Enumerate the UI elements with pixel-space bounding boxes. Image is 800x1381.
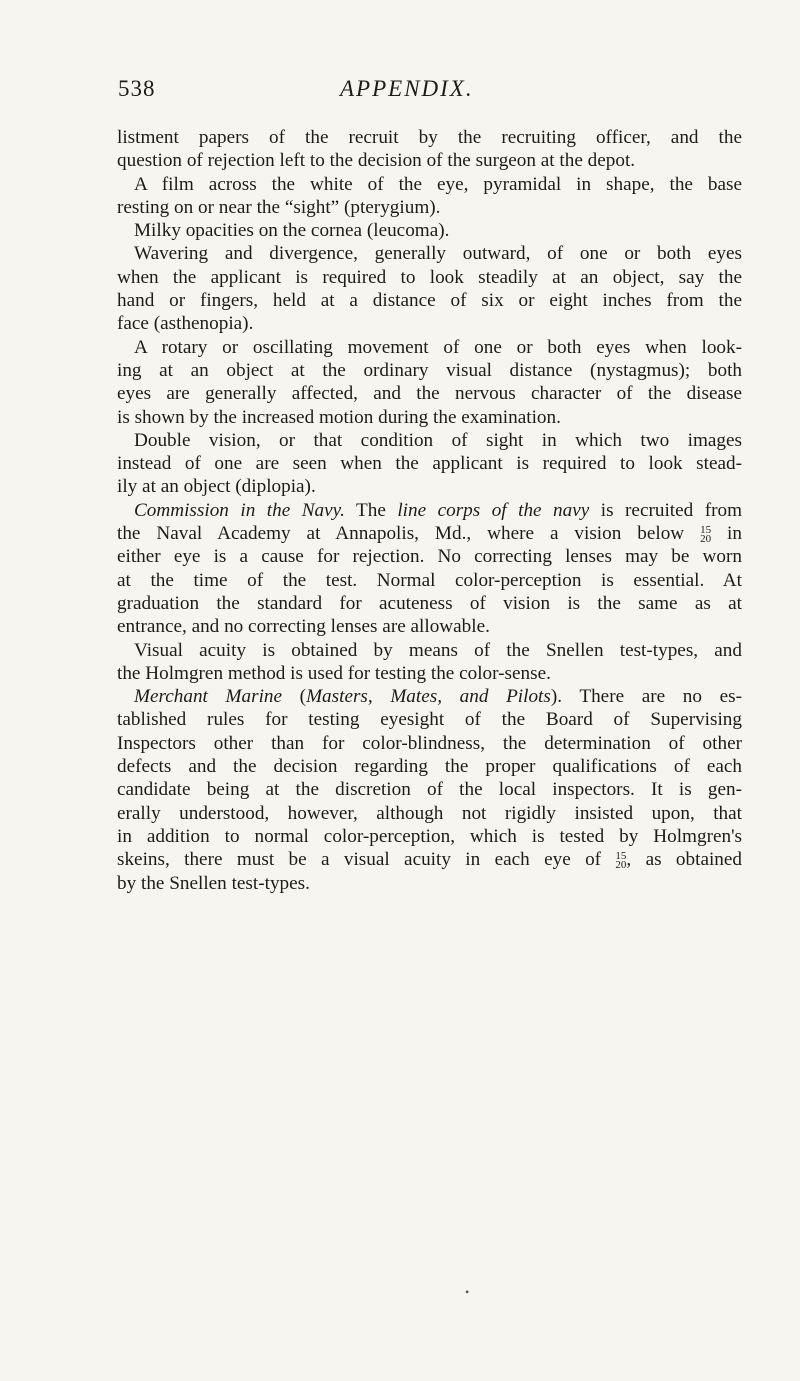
- text-line: Wavering and divergence, generally outward, of one or both eyes: [134, 243, 742, 265]
- page-number: 538: [118, 76, 156, 101]
- print-mark: •: [465, 1285, 470, 1299]
- text-line: Visual acuity is obtained by means of the Snellen test-types, and: [134, 639, 742, 661]
- text-line: graduation the standard for acuteness of vision is the same as at: [117, 592, 742, 614]
- text-line: entrance, and no correcting lenses are allowable.: [117, 616, 490, 638]
- text-line: erally understood, however, although not rigidly insisted upon, that: [117, 802, 742, 824]
- text-line: at the time of the test. Normal color-perception is essential. At: [117, 569, 742, 591]
- text-line: Merchant Marine (Masters, Mates, and Pilots). There are no es-: [134, 686, 743, 708]
- text-line: Double vision, or that condition of sight in which two images: [134, 429, 742, 451]
- body-text: [117, 126, 742, 895]
- text-line: hand or fingers, held at a distance of six or eight inches from the: [117, 290, 742, 312]
- text-line: Commission in the Navy. The line corps of the navy is recruited from: [134, 499, 742, 521]
- text-line: A film across the white of the eye, pyramidal in shape, the base: [134, 173, 742, 195]
- text-line: by the Snellen test-types.: [117, 872, 310, 894]
- running-head: APPENDIX.: [340, 76, 474, 101]
- text-line: candidate being at the discretion of the local inspectors. It is gen-: [117, 779, 742, 801]
- text-line: question of rejection left to the decision of the surgeon at the depot.: [117, 150, 636, 172]
- text-line: either eye is a cause for rejection. No correcting lenses may be worn: [117, 546, 742, 568]
- text-line: is shown by the increased motion during the examination.: [117, 406, 561, 428]
- text-line: in addition to normal color-perception, which is tested by Holmgren's: [117, 825, 742, 847]
- text-line: resting on or near the “sight” (pterygium).: [117, 196, 441, 218]
- text-line: eyes are generally affected, and the nervous character of the disease: [117, 383, 742, 405]
- text-line: A rotary or oscillating movement of one or both eyes when look-: [134, 336, 742, 358]
- text-line: instead of one are seen when the applicant is required to look stead-: [117, 453, 742, 475]
- text-line: Inspectors other than for color-blindness, the determination of other: [117, 732, 742, 754]
- text-line: ing at an object at the ordinary visual distance (nystagmus); both: [117, 359, 742, 381]
- text-line: when the applicant is required to look steadily at an object, say the: [117, 266, 742, 288]
- text-line: the Holmgren method is used for testing the color-sense.: [117, 662, 551, 684]
- text-line: Milky opacities on the cornea (leucoma).: [134, 220, 450, 242]
- text-line: skeins, there must be a visual acuity in each eye of 15 20 , as obtained: [117, 849, 742, 871]
- page-header: [118, 76, 728, 110]
- text-line: ily at an object (diplopia).: [117, 476, 316, 498]
- text-line: face (asthenopia).: [117, 313, 254, 335]
- text-line: tablished rules for testing eyesight of the Board of Supervising: [117, 709, 742, 731]
- text-line: the Naval Academy at Annapolis, Md., where a vision below 15 20 in: [117, 523, 742, 545]
- text-line: defects and the decision regarding the proper qualifications of each: [117, 756, 742, 778]
- text-line: listment papers of the recruit by the recruiting officer, and the: [117, 127, 742, 148]
